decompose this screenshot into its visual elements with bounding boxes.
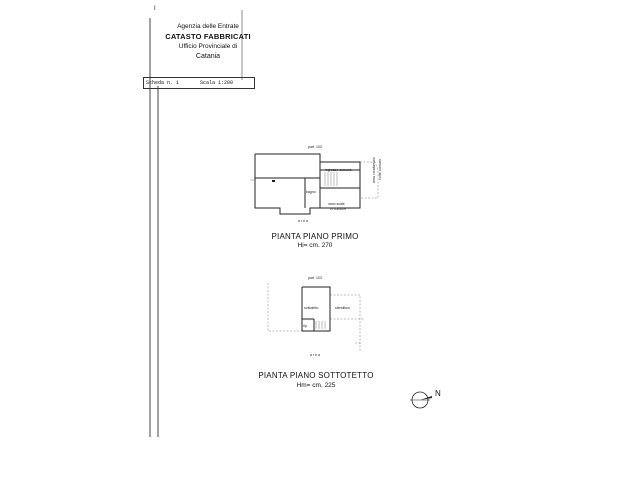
compass-rose-icon	[407, 387, 435, 415]
floor-plan-sottotetto	[260, 275, 380, 355]
plan1-part-label: part. 103	[308, 145, 322, 149]
plan2-part-label: part. 103	[308, 276, 322, 280]
plan2-height: Hm= cm. 225	[296, 382, 336, 389]
plan1-room-ingresso: ingresso comune	[325, 168, 352, 172]
plan1-title: PIANTA PIANO PRIMO	[271, 232, 359, 241]
plan1-side-label-2: corte comune	[378, 158, 382, 180]
plan1-room-vano: vano scale	[328, 202, 345, 206]
compass-north-label: N	[435, 389, 441, 398]
plan1-street-label: area	[298, 219, 310, 223]
office-name: Ufficio Provinciale di	[178, 43, 238, 50]
top-mark: I	[154, 6, 156, 12]
plan2-room-rip: rip.	[303, 324, 308, 328]
plan1-room-vano-2: in comune	[330, 207, 347, 211]
agency-name: Agenzia delle Entrate	[177, 23, 239, 30]
office-city: Catania	[195, 53, 221, 60]
sheet-info-bar	[143, 77, 255, 89]
floor-plan-primo	[250, 140, 410, 230]
sheet-scale: Scala 1:200	[200, 80, 234, 86]
plan2-room-sottotetto: sottotetto	[304, 306, 319, 310]
registry-title: CATASTO FABBRICATI	[165, 32, 251, 41]
plan2-title: PIANTA PIANO SOTTOTETTO	[258, 371, 374, 380]
plan1-side-label-1: area condominio	[372, 157, 376, 183]
plan1-height: Hi= cm. 270	[297, 242, 333, 249]
document-header	[160, 22, 256, 62]
plan2-room-stenditoio: stenditoio	[335, 306, 350, 310]
plan1-room-bagno: bagno	[306, 190, 316, 194]
plan2-street-label: area	[310, 353, 322, 357]
sheet-number: Scheda n. 1	[146, 80, 180, 86]
